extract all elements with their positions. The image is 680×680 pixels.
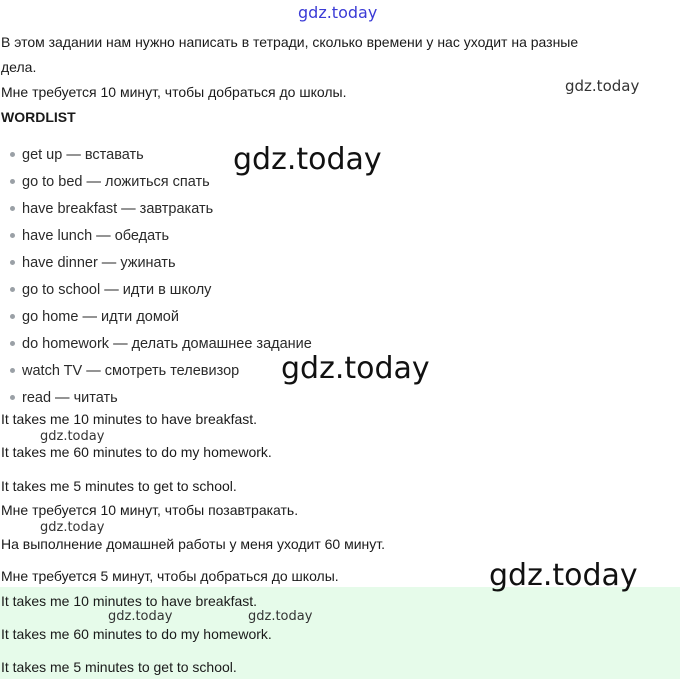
- bullet-icon: [10, 314, 15, 319]
- intro-line-2: дела.: [1, 59, 37, 75]
- bullet-icon: [10, 179, 15, 184]
- list-item: do homework — делать домашнее задание: [10, 332, 312, 359]
- watermark-small-2: gdz.today: [40, 520, 105, 535]
- bullet-icon: [10, 233, 15, 238]
- list-item: have breakfast — завтракать: [10, 197, 312, 224]
- wordlist: [10, 143, 312, 413]
- bullet-icon: [10, 152, 15, 157]
- watermark-large-2: gdz.today: [281, 351, 430, 386]
- watermark-small-1: gdz.today: [40, 429, 105, 444]
- bullet-icon: [10, 206, 15, 211]
- answer-ru-1: Мне требуется 10 минут, чтобы позавтракать.: [1, 502, 299, 518]
- list-item: have lunch — обедать: [10, 224, 312, 251]
- answer-en-2: It takes me 60 minutes to do my homework.: [1, 444, 272, 460]
- watermark-right-small: gdz.today: [565, 77, 640, 95]
- list-item: get up — вставать: [10, 143, 312, 170]
- final-en-3: It takes me 5 minutes to get to school.: [1, 659, 237, 675]
- wordlist-heading: WORDLIST: [1, 109, 76, 125]
- watermark-small-3: gdz.today: [108, 609, 173, 624]
- list-item: go home — идти домой: [10, 305, 312, 332]
- intro-line-1: В этом задании нам нужно написать в тетради, сколько времени у нас уходит на разные: [1, 34, 579, 50]
- final-en-2: It takes me 60 minutes to do my homework.: [1, 626, 272, 642]
- bullet-icon: [10, 287, 15, 292]
- answer-ru-2: На выполнение домашней работы у меня уходит 60 минут.: [1, 536, 386, 552]
- answer-en-3: It takes me 5 minutes to get to school.: [1, 478, 237, 494]
- list-item: go to school — идти в школу: [10, 278, 312, 305]
- bullet-icon: [10, 368, 15, 373]
- watermark-small-4: gdz.today: [248, 609, 313, 624]
- intro-example: Мне требуется 10 минут, чтобы добраться до школы.: [1, 84, 347, 100]
- watermark-large-1: gdz.today: [233, 142, 382, 177]
- watermark-top: gdz.today: [298, 3, 378, 22]
- answer-ru-3: Мне требуется 5 минут, чтобы добраться до школы.: [1, 568, 339, 584]
- list-item: have dinner — ужинать: [10, 251, 312, 278]
- bullet-icon: [10, 341, 15, 346]
- bullet-icon: [10, 395, 15, 400]
- bullet-icon: [10, 260, 15, 265]
- answer-en-1: It takes me 10 minutes to have breakfast.: [1, 411, 258, 427]
- final-en-1: It takes me 10 minutes to have breakfast.: [1, 593, 258, 609]
- list-item: read — читать: [10, 386, 312, 413]
- watermark-large-3: gdz.today: [489, 558, 638, 593]
- list-item: go to bed — ложиться спать: [10, 170, 312, 197]
- list-item: watch TV — смотреть телевизор: [10, 359, 312, 386]
